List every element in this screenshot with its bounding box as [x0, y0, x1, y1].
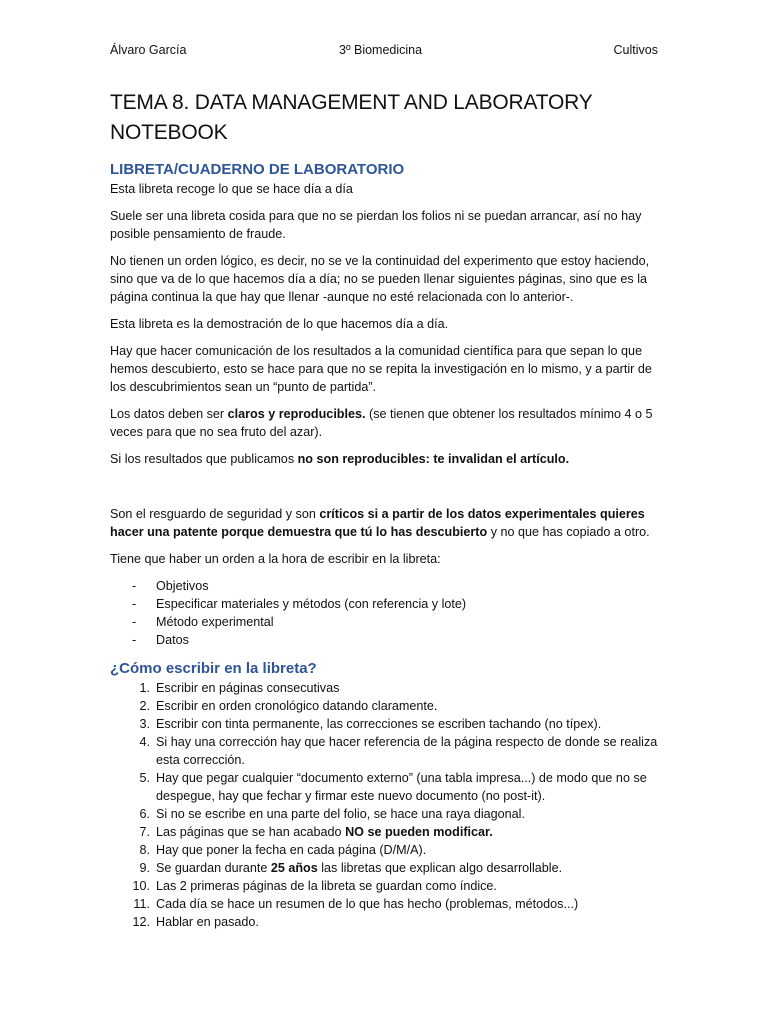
paragraph: Si los resultados que publicamos no son reproducibles: te invalidan el artículo.	[110, 452, 570, 466]
paragraph: No tienen un orden lógico, es decir, no se ve la continuidad del experimento que estoy haciendo, sino que va de lo que hacemos día a día; no se pueden llenar siguientes páginas, sino que es la página continua la que hay que llenar -aunque no esté relacionada con lo anterior-.	[110, 254, 650, 304]
paragraph: Los datos deben ser claros y reproducibles. (se tienen que obtener los resultados mínimo 4 o 5 veces para que no sea fruto del azar).	[110, 407, 653, 439]
list-item: 7. Las páginas que se han acabado NO se pueden modificar.	[139, 825, 493, 839]
list-item: 9. Se guardan durante 25 años las libretas que explican algo desarrollable.	[139, 861, 563, 875]
order-list	[110, 577, 658, 649]
list-item: 1. Escribir en páginas consecutivas	[139, 681, 340, 695]
list-item: 4. Si hay una corrección hay que hacer referencia de la página respecto de donde se realiza esta corrección.	[139, 735, 658, 767]
paragraph: Esta libreta es la demostración de lo que hacemos día a día.	[110, 317, 449, 331]
list-item: 11. Cada día se hace un resumen de lo que has hecho (problemas, métodos...)	[133, 897, 579, 911]
rules-list	[110, 679, 658, 931]
list-item: 3. Escribir con tinta permanente, las correcciones se escriben tachando (no típex).	[139, 717, 602, 731]
header-course: 3º Biomedicina	[339, 43, 423, 57]
page-header	[110, 43, 658, 61]
list-item: 2. Escribir en orden cronológico datando claramente.	[139, 699, 438, 713]
list-item: - Objetivos	[132, 579, 209, 593]
paragraph: Suele ser una libreta cosida para que no se pierdan los folios ni se puedan arrancar, así no hay posible pensamiento de fraude.	[110, 209, 642, 241]
list-item: 8. Hay que poner la fecha en cada página (D/M/A).	[139, 843, 427, 857]
header-subject: Cultivos	[613, 43, 658, 57]
header-author: Álvaro García	[110, 43, 187, 57]
list-item: - Método experimental	[132, 615, 274, 629]
paragraph: Hay que hacer comunicación de los resultados a la comunidad científica para que sepan lo que hemos descubierto, esto se hace para que no se repita la investigación en lo mismo, y a partir de los descubrimientos sean un “punto de partida”.	[110, 344, 652, 394]
list-item: 6. Si no se escribe en una parte del folio, se hace una raya diagonal.	[139, 807, 525, 821]
section-heading-como-escribir: ¿Cómo escribir en la libreta?	[110, 660, 317, 677]
paragraph: Esta libreta recoge lo que se hace día a día	[110, 182, 353, 196]
list-item: 10. Las 2 primeras páginas de la libreta se guardan como índice.	[132, 879, 497, 893]
list-item: - Datos	[132, 633, 189, 647]
paragraph: Son el resguardo de seguridad y son críticos si a partir de los datos experimentales quieres hacer una patente porque demuestra que tú lo has descubierto y no que has copiado a otro.	[110, 507, 650, 539]
list-item: - Especificar materiales y métodos (con referencia y lote)	[132, 597, 467, 611]
paragraph: Tiene que haber un orden a la hora de escribir en la libreta:	[110, 552, 441, 566]
list-item: 12. Hablar en pasado.	[132, 915, 259, 929]
document-body	[110, 160, 658, 931]
document-title: TEMA 8. DATA MANAGEMENT AND LABORATORY NOTEBOOK	[110, 91, 593, 144]
section-heading-libreta: LIBRETA/CUADERNO DE LABORATORIO	[110, 161, 405, 178]
list-item: 5. Hay que pegar cualquier “documento externo” (una tabla impresa...) de modo que no se despegue, hay que fechar y firmar este nuevo documento (no post-it).	[139, 771, 647, 803]
